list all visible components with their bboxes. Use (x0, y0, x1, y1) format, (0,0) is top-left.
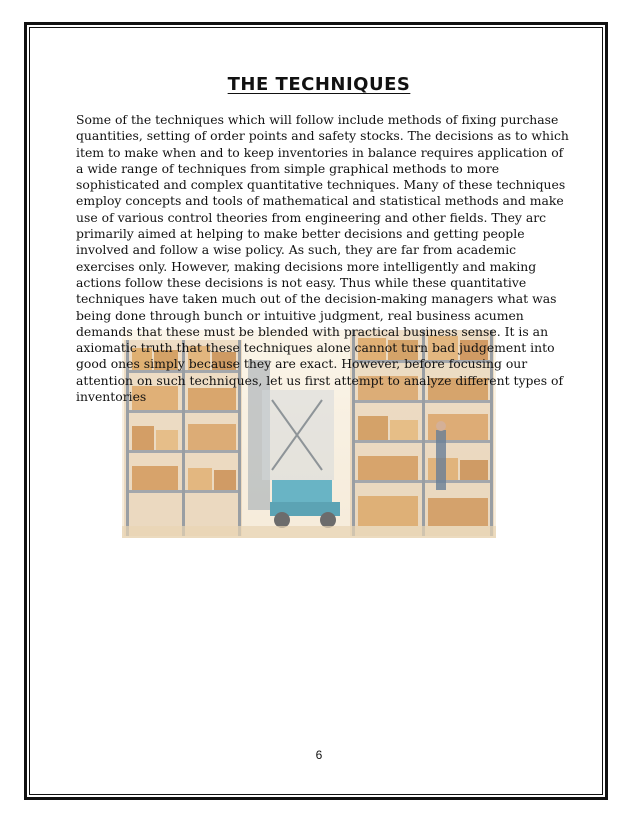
body-paragraph: Some of the techniques which will follow include methods of fixing purchase quantities, setting of order points and safety stocks. The decisions as to which item to make when and to keep inventories in balance requires application of a wide range of techniques from simple graphical methods to more sophisticated and complex quantitative techniques. Many of these techniques employ concepts and tools of mathematical and statistical methods and make use of various control theories from engineering and other fields. They arc primarily aimed at helping to make better decisions and getting people involved and follow a wise policy. As such, they are far from academic exercises only. However, making decisions more intelligently and making actions follow these decisions is not easy. Thus while these quantitative techniques have taken much out of the decision-making managers what was being done through bunch or intuitive judgment, real business acumen demands that these must be blended with practical business sense. It is an axiomatic truth that these techniques alone cannot turn bad judgement into good ones simply because they are exact. However, before focusing our attention on such techniques, let us first attempt to analyze different types of inventories (76, 112, 569, 405)
page-title: THE TECHNIQUES (227, 74, 411, 95)
page-number: 6 (315, 748, 323, 762)
